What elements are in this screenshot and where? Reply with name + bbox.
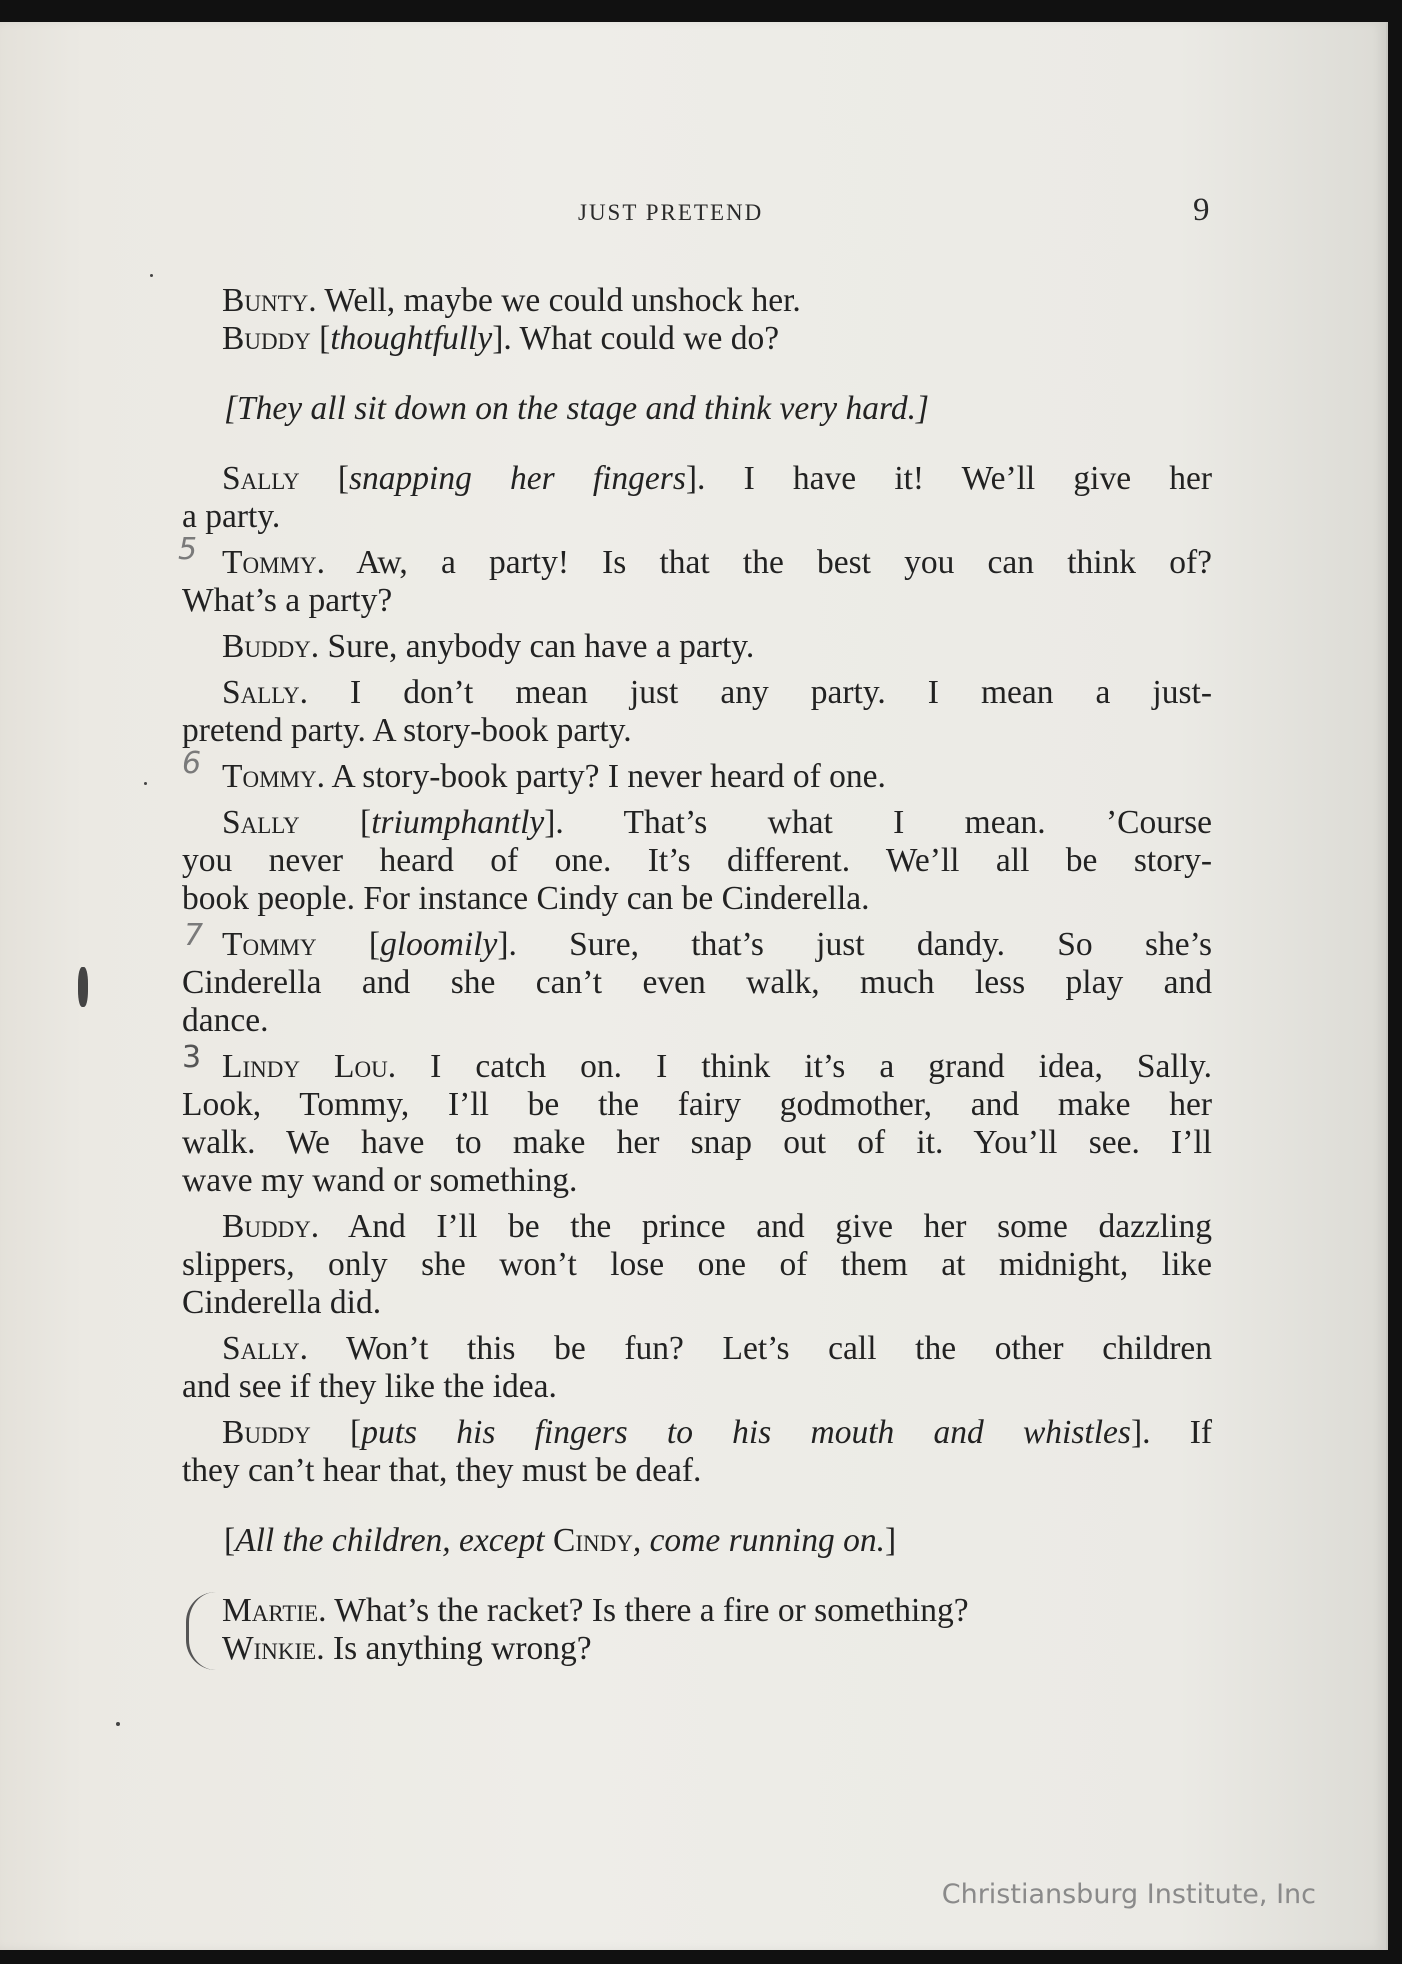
line-text: . I have it! We’ll give her [697,460,1213,497]
speaker: Sally [222,460,300,497]
dialogue-line [182,1630,1212,1668]
line-text: A story-book party? I never heard of one. [324,758,886,795]
line-continuation: they can’t hear that, they must be deaf. [182,1452,702,1489]
line-text: Sure, anybody can have a party. [319,628,755,665]
speaker: Lindy Lou. [222,1048,397,1085]
speaker: Winkie. [222,1630,325,1667]
line-continuation: a party. [182,498,281,535]
speaker: Martie. [222,1592,327,1629]
line-continuation: What’s a party? [182,582,393,619]
line-continuation: you never heard of one. It’s different. We’ll all be story- [182,842,1212,879]
dialogue-line [182,758,1212,796]
page-number: 9 [1193,192,1210,228]
dialogue-line [182,1592,1212,1630]
stage-direction: snapping her fingers [348,460,686,497]
line-text: . That’s what I mean. ’Course [555,804,1213,841]
stage-direction-name: Cindy [552,1522,633,1559]
speaker: Buddy. [222,1208,320,1245]
line-text: . If [1142,1414,1213,1451]
stage-direction-block: [All the children, except Cindy, come running on.] [224,1522,897,1559]
book-page [0,22,1388,1950]
dialogue-line [182,1048,1212,1086]
margin-mark-5: 5 [178,532,198,567]
dialogue-line [182,674,1212,712]
line-text: Won’t this be fun? Let’s call the other children [308,1330,1212,1367]
page-header [0,192,1386,240]
speaker: Bunty. [222,282,317,319]
dialogue-line: Sally [triumphantly]. That’s what I mean. ’Course [222,804,1213,841]
stage-direction-text: All the children, except [235,1522,553,1559]
page-blemish [78,967,88,1007]
speaker: Buddy [222,320,311,357]
stage-direction: thoughtfully [330,320,493,357]
dialogue-line [182,1208,1212,1246]
line-text: Well, maybe we could unshock her. [316,282,801,319]
stage-direction: triumphantly [371,804,545,841]
line-continuation: pretend party. A story-book party. [182,712,632,749]
dialogue-line: Buddy [thoughtfully]. What could we do? [222,320,780,357]
line-text: . Sure, that’s just dandy. So she’s [508,926,1212,963]
speaker: Tommy. [222,544,325,581]
stage-direction: gloomily [380,926,498,963]
watermark: Christiansburg Institute, Inc [941,1879,1316,1910]
dialogue-line [182,282,1212,320]
speaker: Buddy [222,1414,311,1451]
line-continuation: slippers, only she won’t lose one of them at midnight, like [182,1246,1212,1283]
page-speck [150,274,153,277]
speaker: Buddy. [222,628,320,665]
line-text: I don’t mean just any party. I mean a just- [308,674,1212,711]
line-text: Aw, a party! Is that the best you can think of? [324,544,1212,581]
line-continuation: wave my wand or something. [182,1162,578,1199]
line-continuation: walk. We have to make her snap out of it. You’ll see. I’ll [182,1124,1212,1161]
line-continuation: dance. [182,1002,269,1039]
margin-mark-3: 3 [182,1040,202,1075]
stage-direction-text: They all sit down on the stage and think very hard. [237,390,916,427]
stage-direction: puts his fingers to his mouth and whistles [361,1414,1131,1451]
margin-mark-6: 6 [182,746,202,781]
page-speck [116,1722,120,1726]
speaker: Sally. [222,674,309,711]
stage-direction-block: [They all sit down on the stage and think very hard.] [224,390,930,427]
dialogue-line [182,544,1212,582]
dialogue-line: Buddy [puts his fingers to his mouth and whistles]. If [222,1414,1213,1451]
dialogue-line [182,628,1212,666]
page-speck [144,782,147,785]
line-continuation: Cinderella and she can’t even walk, much less play and [182,964,1212,1001]
speaker: Sally. [222,1330,309,1367]
dialogue-line [182,1330,1212,1368]
line-continuation: and see if they like the idea. [182,1368,557,1405]
stage-direction-text: , come running on. [632,1522,885,1559]
dialogue-line: Tommy [gloomily]. Sure, that’s just dandy. So she’s [222,926,1212,963]
line-continuation: book people. For instance Cindy can be Cinderella. [182,880,870,917]
speaker: Tommy. [222,758,325,795]
line-continuation: Look, Tommy, I’ll be the fairy godmother, and make her [182,1086,1212,1123]
speaker: Tommy [222,926,317,963]
line-text: And I’ll be the prince and give her some dazzling [319,1208,1212,1245]
line-text: What’s the racket? Is there a fire or something? [326,1592,969,1629]
running-title: JUST PRETEND [578,200,764,225]
margin-mark-7: 7 [184,918,204,953]
line-text: Is anything wrong? [324,1630,592,1667]
line-text: I catch on. I think it’s a grand idea, Sally. [396,1048,1212,1085]
line-text: . What could we do? [503,320,780,357]
line-continuation: Cinderella did. [182,1284,382,1321]
play-text [182,282,1212,1668]
speaker: Sally [222,804,300,841]
dialogue-line: Sally [snapping her fingers]. I have it! We’ll give her [222,460,1213,497]
